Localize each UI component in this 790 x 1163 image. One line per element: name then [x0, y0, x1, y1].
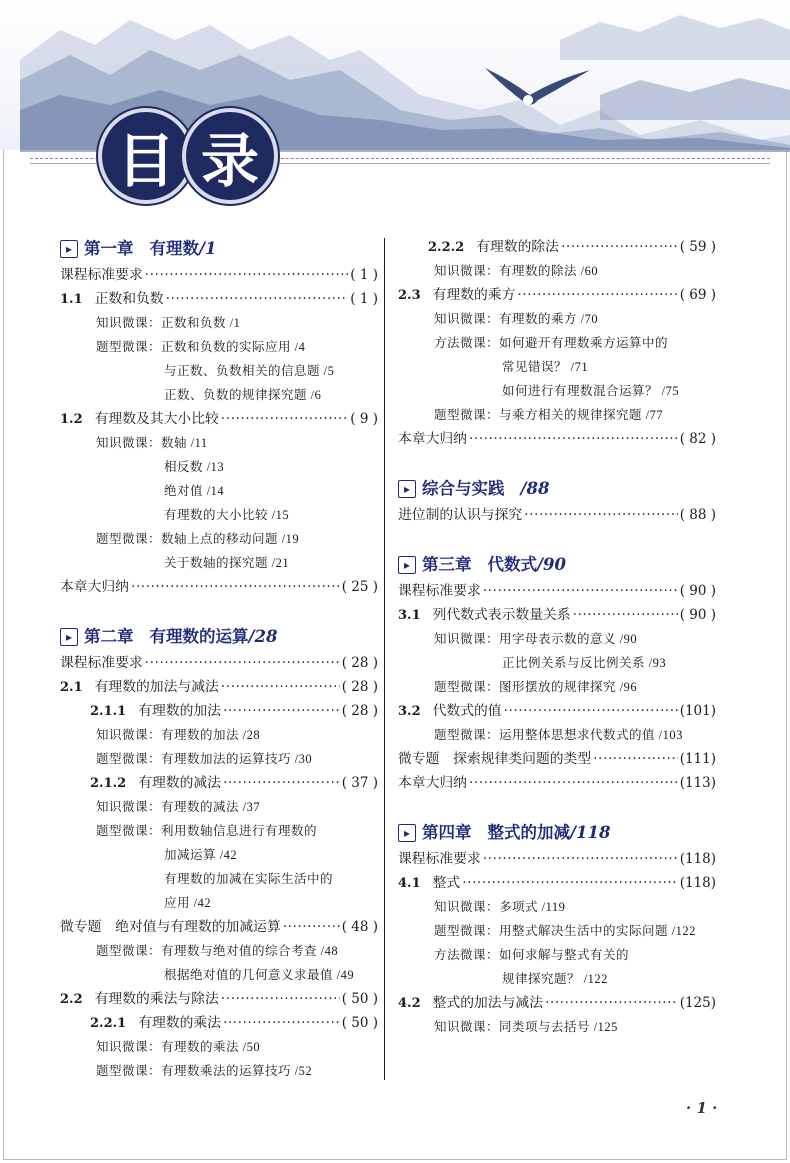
- entry-page: ( 69 ): [679, 287, 716, 303]
- section-gap: [60, 599, 378, 623]
- toc-sub-item[interactable]: 题型微课：有理数与绝对值的综合考查 /48: [96, 944, 339, 958]
- toc-sub-item[interactable]: 相反数 /13: [164, 460, 225, 474]
- entry-page: ( 82 ): [679, 431, 716, 447]
- toc-entry[interactable]: [60, 771, 378, 795]
- dot-leader: [524, 503, 678, 527]
- toc-sub-item[interactable]: 知识微课：用字母表示数的意义 /90: [434, 632, 638, 646]
- chapter-page: /1: [199, 239, 217, 258]
- toc-sub-item[interactable]: 根据绝对值的几何意义求最值 /49: [164, 968, 355, 982]
- entry-label: 微专题 绝对值与有理数的加减运算: [60, 919, 281, 935]
- dot-leader: [545, 991, 678, 1015]
- entry-label: 有理数及其大小比较: [94, 411, 219, 427]
- entry-label: 微专题 探索规律类问题的类型: [398, 751, 592, 767]
- chapter-page: /118: [570, 823, 611, 842]
- dot-leader: [131, 575, 340, 599]
- entry-page: (111): [679, 751, 716, 767]
- section-number: 2.2.1: [90, 1016, 127, 1031]
- chapter-page: /28: [248, 627, 278, 646]
- toc-sub-item[interactable]: 知识微课：同类项与去括号 /125: [434, 1020, 618, 1034]
- entry-label: 进位制的认识与探究: [398, 507, 523, 523]
- toc-sub-item[interactable]: 题型微课：运用整体思想求代数式的值 /103: [434, 728, 683, 742]
- dot-leader: [573, 603, 678, 627]
- toc-entry[interactable]: [398, 699, 716, 723]
- toc-sub-item[interactable]: 知识微课：正数和负数 /1: [96, 316, 241, 330]
- page-number-value: 1: [696, 1099, 707, 1117]
- toc-sub-item[interactable]: 知识微课：有理数的减法 /37: [96, 800, 261, 814]
- toc-entry[interactable]: [60, 675, 378, 699]
- toc-entry[interactable]: [398, 235, 716, 259]
- toc-entry[interactable]: [60, 287, 378, 311]
- section-number: 2.2: [60, 992, 83, 1007]
- toc-left-column: [60, 235, 378, 1083]
- toc-sub-item[interactable]: 应用 /42: [164, 896, 212, 910]
- chevron-right-icon: ▸: [60, 628, 78, 646]
- toc-sub-item[interactable]: 有理数的大小比较 /15: [164, 508, 290, 522]
- entry-label: 整式: [432, 875, 461, 891]
- dot-leader: [593, 747, 678, 771]
- toc-sub-item[interactable]: 题型微课：有理数加法的运算技巧 /30: [96, 752, 313, 766]
- dot-leader: [469, 427, 678, 451]
- entry-label: 有理数的乘法与除法: [94, 991, 219, 1007]
- dot-leader: [561, 235, 678, 259]
- toc-right-column: [398, 235, 716, 1039]
- chevron-right-icon: ▸: [398, 556, 416, 574]
- chapter-number: 第一章: [84, 239, 134, 258]
- entry-label: 课程标准要求: [398, 583, 481, 599]
- column-divider: [384, 238, 385, 1080]
- toc-entry[interactable]: [398, 747, 716, 771]
- dot-leader: [283, 915, 340, 939]
- toc-entry[interactable]: [60, 651, 378, 675]
- section-number: 2.3: [398, 288, 421, 303]
- chapter-page: /88: [520, 479, 550, 498]
- entry-page: ( 28 ): [341, 703, 378, 719]
- toc-entry[interactable]: [398, 991, 716, 1015]
- entry-label: 整式的加法与减法: [432, 995, 543, 1011]
- dot-leader: [483, 847, 678, 871]
- entry-page: ( 1 ): [350, 267, 378, 283]
- entry-label: 本章大归纳: [398, 775, 467, 791]
- section-number: 1.1: [60, 292, 83, 307]
- toc-sub-item[interactable]: 方法微课：如何避开有理数乘方运算中的: [434, 336, 669, 350]
- toc-sub-item[interactable]: 方法微课：如何求解与整式有关的: [434, 948, 630, 962]
- section-number: 2.1.1: [90, 704, 127, 719]
- section-number: 2.1.2: [90, 776, 127, 791]
- dot-leader: [223, 1011, 340, 1035]
- entry-page: ( 1 ): [350, 291, 378, 307]
- section-gap: [398, 451, 716, 475]
- toc-entry[interactable]: [60, 915, 378, 939]
- entry-page: (113): [679, 775, 716, 791]
- entry-label: 有理数的减法: [138, 775, 221, 791]
- toc-sub-item[interactable]: 关于数轴的探究题 /21: [164, 556, 290, 570]
- title-char-1: 目: [98, 108, 194, 204]
- toc-entry[interactable]: [398, 771, 716, 795]
- chevron-right-icon: ▸: [398, 824, 416, 842]
- entry-label: 列代数式表示数量关系: [432, 607, 571, 623]
- toc-entry[interactable]: [60, 575, 378, 599]
- dot-leader: [469, 771, 678, 795]
- entry-label: 有理数的加法与减法: [94, 679, 219, 695]
- entry-label: 正数和负数: [94, 291, 164, 307]
- toc-sub-item[interactable]: 题型微课：利用数轴信息进行有理数的: [96, 824, 318, 838]
- toc-sub-item[interactable]: 题型微课：与乘方相关的规律探究题 /77: [434, 408, 664, 422]
- chapter-title: 有理数的运算: [149, 627, 249, 646]
- toc-entry[interactable]: [398, 603, 716, 627]
- toc-sub-item[interactable]: 知识微课：多项式 /119: [434, 900, 566, 914]
- toc-entry[interactable]: [398, 579, 716, 603]
- entry-page: (118): [679, 875, 716, 891]
- dot-leader: [145, 651, 340, 675]
- dot-leader: [221, 407, 348, 431]
- entry-label: 课程标准要求: [60, 655, 143, 671]
- dot-leader: [221, 987, 340, 1011]
- dot-leader: [517, 283, 677, 307]
- toc-sub-item[interactable]: 知识微课：有理数的乘方 /70: [434, 312, 599, 326]
- chapter-heading[interactable]: [398, 551, 716, 579]
- dot-leader: [483, 579, 678, 603]
- toc-entry[interactable]: [60, 987, 378, 1011]
- entry-label: 本章大归纳: [398, 431, 467, 447]
- toc-sub-item[interactable]: 绝对值 /14: [164, 484, 225, 498]
- chevron-right-icon: ▸: [60, 240, 78, 258]
- chapter-number: 第三章: [422, 555, 472, 574]
- section-gap: [398, 527, 716, 551]
- entry-page: ( 9 ): [350, 411, 378, 427]
- toc-sub-item[interactable]: 知识微课：有理数的加法 /28: [96, 728, 261, 742]
- page-number: · 1 ·: [686, 1099, 718, 1117]
- toc-sub-item[interactable]: 正比例关系与反比例关系 /93: [502, 656, 667, 670]
- entry-page: ( 28 ): [341, 655, 378, 671]
- toc-sub-item[interactable]: 题型微课：用整式解决生活中的实际问题 /122: [434, 924, 696, 938]
- chapter-title: 整式的加减: [487, 823, 570, 842]
- toc-sub-item[interactable]: 常见错误？ /71: [502, 360, 589, 374]
- entry-label: 本章大归纳: [60, 579, 129, 595]
- entry-page: ( 25 ): [341, 579, 378, 595]
- toc-entry[interactable]: [398, 503, 716, 527]
- toc-sub-item[interactable]: 题型微课：正数和负数的实际应用 /4: [96, 340, 306, 354]
- section-number: 4.1: [398, 876, 421, 891]
- entry-page: ( 90 ): [679, 607, 716, 623]
- section-number: 2.1: [60, 680, 83, 695]
- section-number: 4.2: [398, 996, 421, 1011]
- entry-page: ( 88 ): [679, 507, 716, 523]
- dot-leader: [223, 699, 340, 723]
- dot-leader: [504, 699, 678, 723]
- dot-leader: [462, 871, 677, 895]
- dot-leader: [145, 263, 349, 287]
- toc-entry[interactable]: [60, 407, 378, 431]
- dot-leader: [223, 771, 340, 795]
- title-char-2: 录: [182, 108, 278, 204]
- entry-label: 有理数的乘法: [138, 1015, 221, 1031]
- entry-label: 有理数的加法: [138, 703, 221, 719]
- toc-sub-item[interactable]: 与正数、负数相关的信息题 /5: [164, 364, 335, 378]
- entry-label: 有理数的除法: [476, 239, 559, 255]
- chapter-heading[interactable]: [60, 235, 378, 263]
- dot-leader: [166, 287, 349, 311]
- section-number: 3.1: [398, 608, 421, 623]
- toc-sub-item[interactable]: 如何进行有理数混合运算？ /75: [502, 384, 680, 398]
- entry-page: ( 50 ): [341, 1015, 378, 1031]
- entry-page: ( 50 ): [341, 991, 378, 1007]
- entry-page: (118): [679, 851, 716, 867]
- chapter-page: /90: [537, 555, 566, 574]
- entry-label: 课程标准要求: [60, 267, 143, 283]
- entry-page: ( 37 ): [341, 775, 378, 791]
- toc-entry[interactable]: [398, 427, 716, 451]
- chapter-heading[interactable]: [60, 623, 378, 651]
- toc-sub-item[interactable]: 规律探究题？ /122: [502, 972, 608, 986]
- chapter-heading[interactable]: [398, 819, 716, 847]
- entry-label: 课程标准要求: [398, 851, 481, 867]
- toc-sub-item[interactable]: 正数、负数的规律探究题 /6: [164, 388, 322, 402]
- toc-sub-item[interactable]: 题型微课：数轴上点的移动问题 /19: [96, 532, 300, 546]
- dot-leader: [221, 675, 340, 699]
- entry-page: ( 59 ): [679, 239, 716, 255]
- entry-page: ( 48 ): [341, 919, 378, 935]
- toc-sub-item[interactable]: 知识微课：有理数的除法 /60: [434, 264, 599, 278]
- section-gap: [398, 795, 716, 819]
- toc-entry[interactable]: [60, 699, 378, 723]
- toc-sub-item[interactable]: 题型微课：有理数乘法的运算技巧 /52: [96, 1064, 313, 1078]
- entry-page: (101): [679, 703, 716, 719]
- toc-sub-item[interactable]: 加减运算 /42: [164, 848, 238, 862]
- toc-entry[interactable]: [398, 847, 716, 871]
- chapter-number: 第四章: [422, 823, 472, 842]
- chevron-right-icon: ▸: [398, 480, 416, 498]
- entry-page: ( 28 ): [341, 679, 378, 695]
- toc-entry[interactable]: [60, 1011, 378, 1035]
- toc-sub-item[interactable]: 有理数的加减在实际生活中的: [164, 872, 334, 886]
- chapter-heading[interactable]: [398, 475, 716, 503]
- chapter-title: 代数式: [487, 555, 537, 574]
- toc-sub-item[interactable]: 题型微课：图形摆放的规律探究 /96: [434, 680, 638, 694]
- toc-entry[interactable]: [398, 283, 716, 307]
- entry-label: 有理数的乘方: [432, 287, 516, 303]
- toc-entry[interactable]: [398, 871, 716, 895]
- section-number: 1.2: [60, 412, 83, 427]
- toc-sub-item[interactable]: 知识微课：数轴 /11: [96, 436, 208, 450]
- chapter-number: 综合与实践: [422, 479, 505, 498]
- toc-entry[interactable]: [60, 263, 378, 287]
- section-number: 3.2: [398, 704, 421, 719]
- entry-page: (125): [679, 995, 716, 1011]
- entry-label: 代数式的值: [432, 703, 502, 719]
- entry-page: ( 90 ): [679, 583, 716, 599]
- section-number: 2.2.2: [428, 240, 465, 255]
- chapter-number: 第二章: [84, 627, 134, 646]
- toc-sub-item[interactable]: 知识微课：有理数的乘法 /50: [96, 1040, 261, 1054]
- chapter-title: 有理数: [149, 239, 199, 258]
- header-banner: [0, 0, 790, 215]
